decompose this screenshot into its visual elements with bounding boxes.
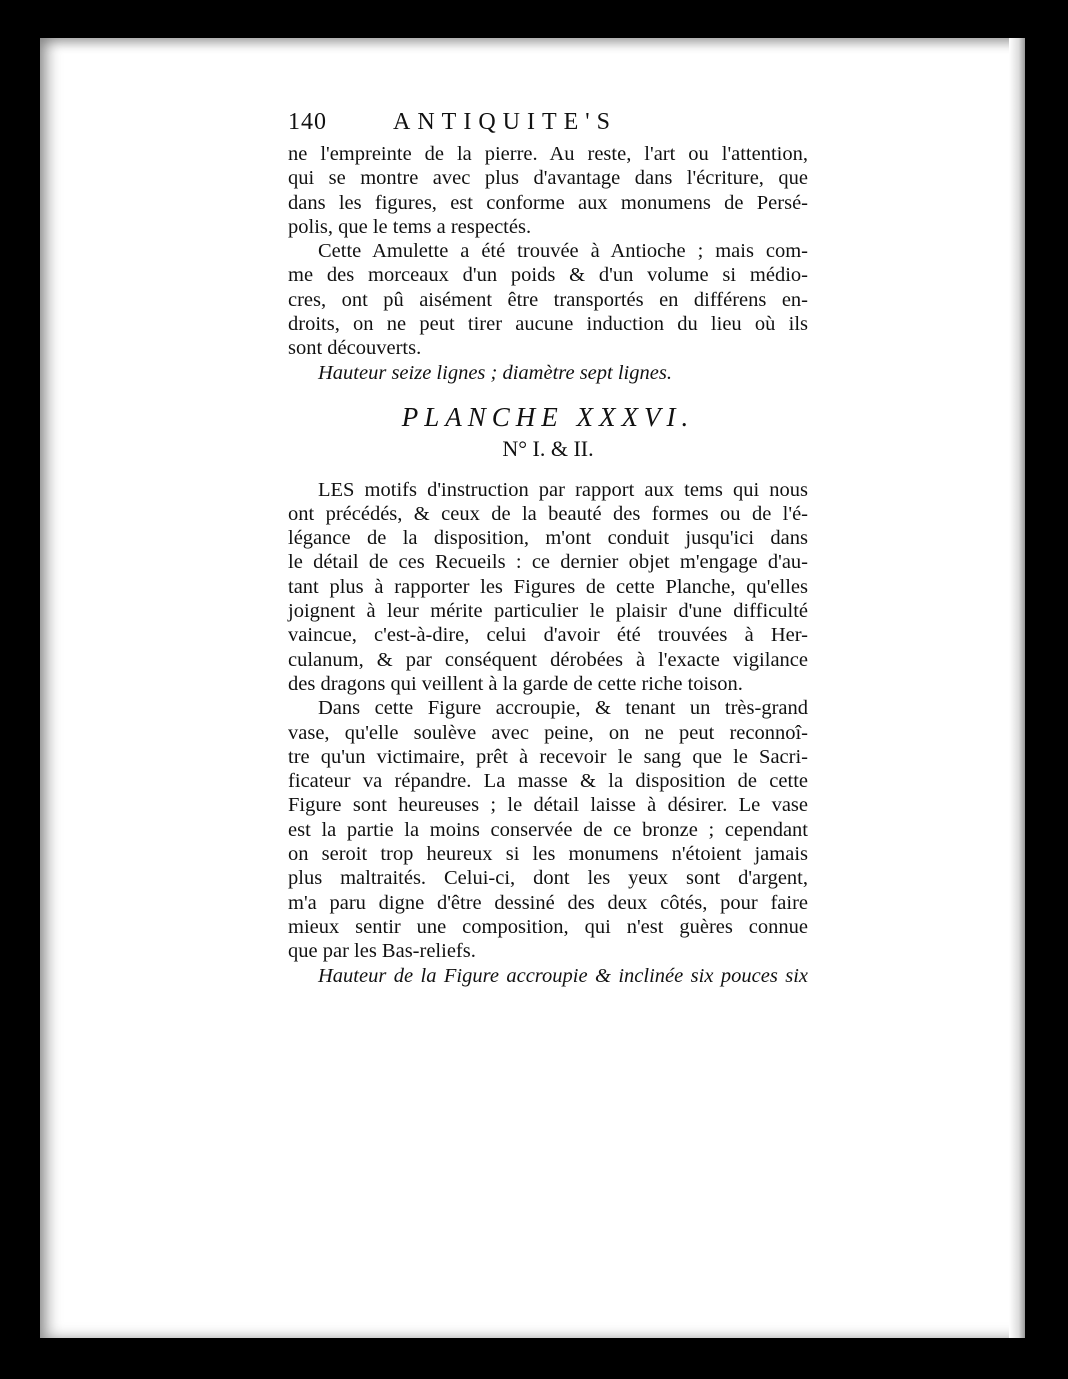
text-line: m'a paru digne d'être dessiné des deux côtés, pour faire bbox=[288, 891, 808, 914]
text-line: vaincue, c'est-à-dire, celui d'avoir été trouvées à Her- bbox=[288, 624, 808, 647]
dimension-note: Hauteur seize lignes ; diamètre sept lignes. bbox=[318, 361, 672, 384]
text-line: Cette Amulette a été trouvée à Antioche ; mais com- bbox=[318, 240, 808, 263]
paragraph-4 bbox=[288, 696, 808, 963]
text-line: vase, qu'elle soulève avec peine, on ne peut reconnoî- bbox=[288, 721, 808, 744]
text-line: tant plus à rapporter les Figures de cette Planche, qu'elles bbox=[288, 575, 808, 598]
text-line: que par les Bas-reliefs. bbox=[288, 940, 476, 963]
text-line: Figure sont heureuses ; le détail laisse à désirer. Le vase bbox=[288, 794, 808, 817]
paragraph-1 bbox=[288, 142, 808, 239]
text-line: des dragons qui veillent à la garde de cette riche toison. bbox=[288, 672, 743, 695]
text-line: le détail de ces Recueils : ce dernier objet m'engage d'au- bbox=[288, 551, 808, 574]
dimension-note: Hauteur de la Figure accroupie & inclinée six pouces six bbox=[318, 964, 808, 987]
text-line: plus maltraités. Celui-ci, dont les yeux sont d'argent, bbox=[288, 867, 808, 890]
running-title: ANTIQUITE'S bbox=[393, 109, 617, 135]
paragraph-2 bbox=[288, 239, 808, 360]
text-line: ont précédés, & ceux de la beauté des formes ou de l'é- bbox=[288, 502, 808, 525]
page-number: 140 bbox=[288, 109, 327, 135]
text-line: dans les figures, est conforme aux monumens de Persé- bbox=[288, 191, 808, 214]
text-line: ne l'empreinte de la pierre. Au reste, l'art ou l'attention, bbox=[288, 143, 808, 165]
running-head bbox=[288, 110, 808, 142]
text-line: sont découverts. bbox=[288, 337, 422, 360]
text-line: droits, on ne peut tirer aucune induction du lieu où ils bbox=[288, 313, 808, 336]
text-line: légance de la disposition, m'ont conduit jusqu'ici dans bbox=[288, 527, 808, 550]
text-line: qui se montre avec plus d'avantage dans l'écriture, que bbox=[288, 167, 808, 190]
text-line: polis, que le tems a respectés. bbox=[288, 215, 532, 238]
text-line: on seroit trop heureux si les monumens n'étoient jamais bbox=[288, 843, 808, 866]
text-line: tre qu'un victimaire, prêt à recevoir le sang que le Sacri- bbox=[288, 745, 808, 768]
plate-number: N° I. & II. bbox=[502, 436, 594, 462]
page-edge bbox=[1009, 38, 1025, 1338]
text-line: ficateur va répandre. La masse & la disposition de cette bbox=[288, 770, 808, 793]
text-line: Dans cette Figure accroupie, & tenant un très-grand bbox=[318, 697, 808, 720]
text-line: culanum, & par conséquent dérobées à l'exacte vigilance bbox=[288, 648, 808, 671]
text-line: me des morceaux d'un poids & d'un volume si médio- bbox=[288, 264, 808, 287]
text-block bbox=[288, 110, 808, 988]
paragraph-3 bbox=[288, 478, 808, 697]
text-line: mieux sentir une composition, qui n'est guères connue bbox=[288, 915, 808, 938]
plate-heading: PLANCHE XXXVI. bbox=[401, 401, 695, 432]
text-line: LES motifs d'instruction par rapport aux tems qui nous bbox=[318, 478, 808, 501]
text-line: est la partie la moins conservée de ce bronze ; cependant bbox=[288, 818, 808, 841]
text-line: cres, ont pû aisément être transportés en différens en- bbox=[288, 288, 808, 311]
text-line: joignent à leur mérite particulier le plaisir d'une difficulté bbox=[288, 600, 808, 623]
